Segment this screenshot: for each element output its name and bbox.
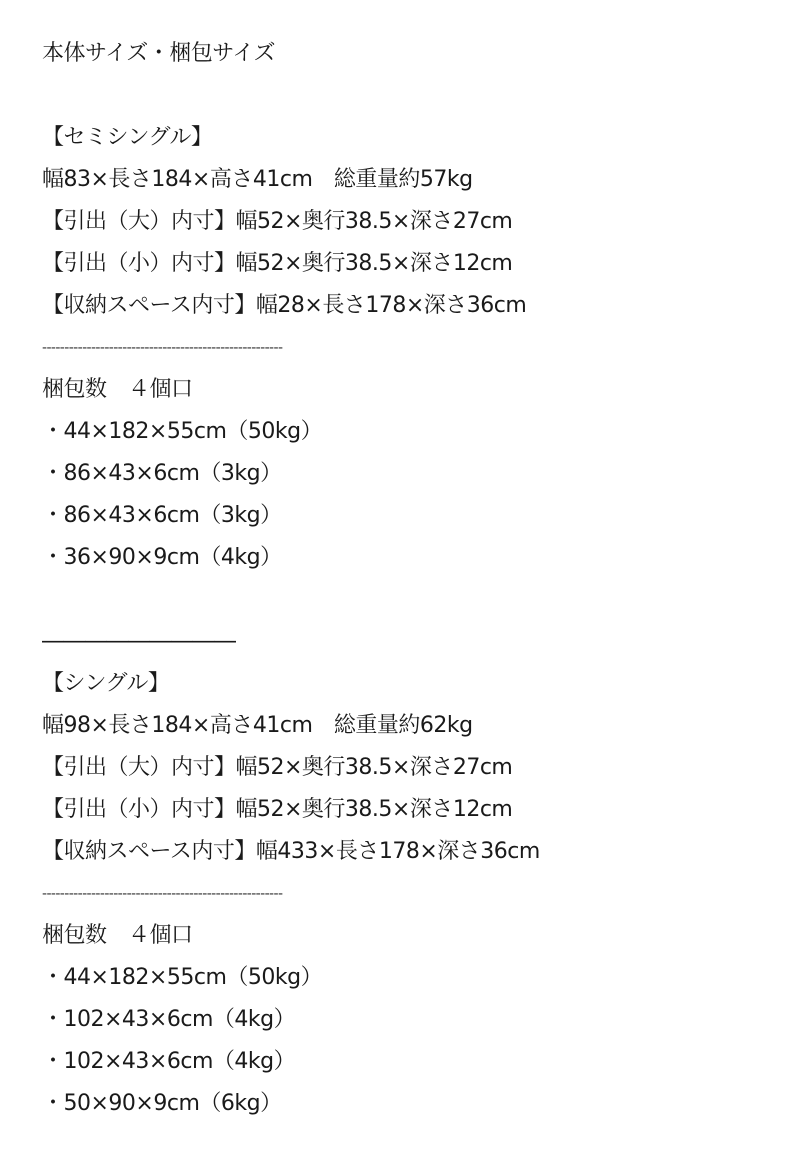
package-item: ・86×43×6cm（3kg） [42, 503, 282, 528]
document-title: 本体サイズ・梱包サイズ [42, 41, 275, 66]
storage-dimensions: 【収納スペース内寸】幅28×長さ178×深さ36cm [42, 293, 527, 318]
package-item: ・102×43×6cm（4kg） [42, 1049, 296, 1074]
section-heading: 【シングル】 [42, 671, 170, 696]
drawer-large-dimensions: 【引出（大）内寸】幅52×奥行38.5×深さ27cm [42, 755, 513, 780]
dashed-divider: ------------------------------------------------------ [42, 886, 283, 902]
storage-dimensions: 【収納スペース内寸】幅433×長さ178×深さ36cm [42, 839, 540, 864]
package-item: ・36×90×9cm（4kg） [42, 545, 282, 570]
package-item: ・44×182×55cm（50kg） [42, 965, 323, 990]
section-semi-single [42, 117, 782, 579]
spacer [42, 579, 782, 621]
section-heading: 【セミシングル】 [42, 125, 213, 150]
main-dimensions: 幅98×長さ184×高さ41cm 総重量約62kg [42, 713, 473, 738]
drawer-small-dimensions: 【引出（小）内寸】幅52×奥行38.5×深さ12cm [42, 797, 513, 822]
package-item: ・50×90×9cm（6kg） [42, 1091, 282, 1116]
section-separator: ――――――――― [42, 629, 236, 654]
package-item: ・86×43×6cm（3kg） [42, 461, 282, 486]
spacer [42, 75, 782, 117]
drawer-large-dimensions: 【引出（大）内寸】幅52×奥行38.5×深さ27cm [42, 209, 513, 234]
package-item: ・44×182×55cm（50kg） [42, 419, 323, 444]
package-count: 梱包数 ４個口 [42, 377, 193, 402]
dashed-divider: ------------------------------------------------------ [42, 340, 283, 356]
section-single [42, 663, 782, 1125]
main-dimensions: 幅83×長さ184×高さ41cm 総重量約57kg [42, 167, 473, 192]
package-count: 梱包数 ４個口 [42, 923, 193, 948]
document [42, 33, 782, 1125]
drawer-small-dimensions: 【引出（小）内寸】幅52×奥行38.5×深さ12cm [42, 251, 513, 276]
package-item: ・102×43×6cm（4kg） [42, 1007, 296, 1032]
